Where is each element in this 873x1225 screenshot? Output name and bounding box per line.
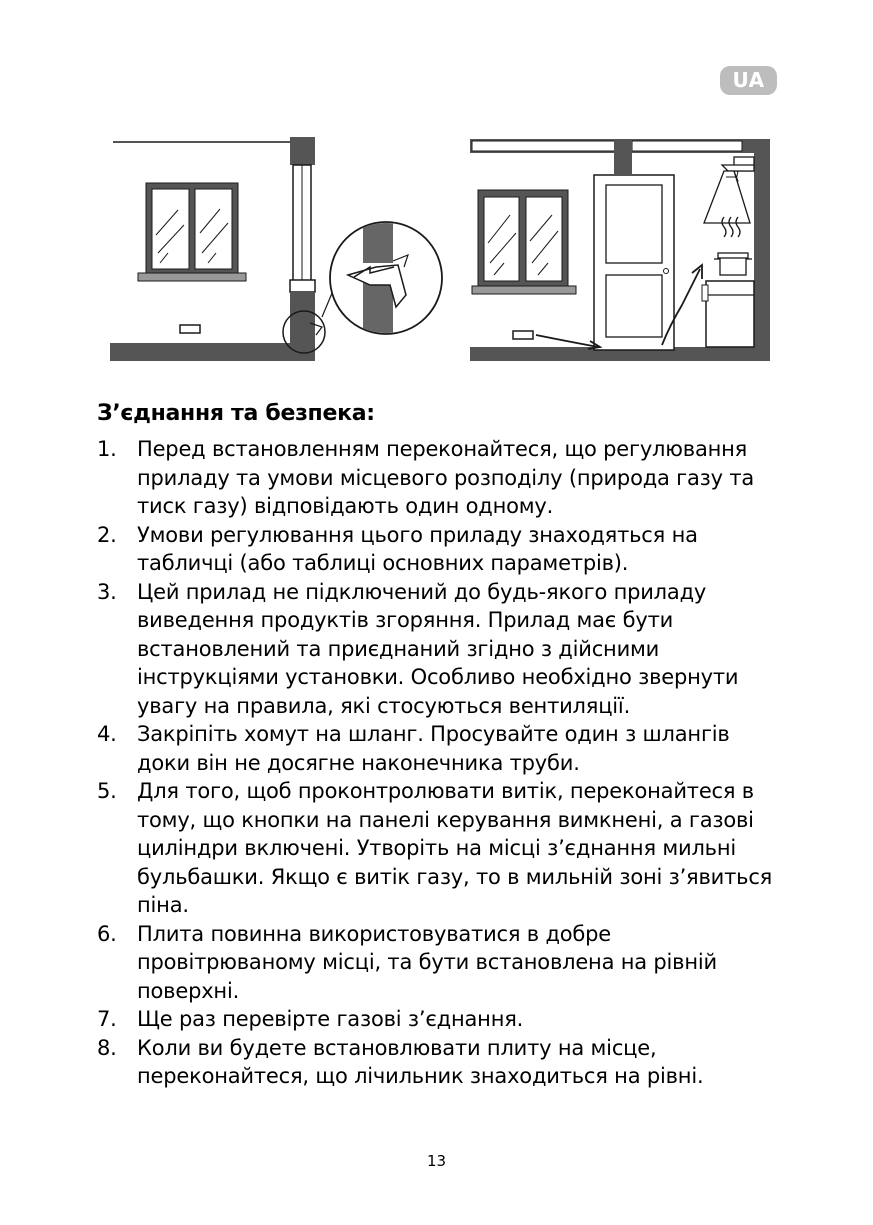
door-handle-icon <box>664 269 669 274</box>
door-panel-top <box>606 185 662 263</box>
item-text: Цей прилад не підключений до будь-якого приладу виведення продуктів згоряння. Прилад має бути встановлений та приєднаний згідно з дійсними інструкціями установки. Особливо необхідно звернути увагу на правила, які стосуються вентиляції. <box>137 579 739 718</box>
floor <box>110 343 315 361</box>
pot-icon <box>714 253 752 275</box>
pipe-cap <box>290 280 315 292</box>
item-text: Закріпіть хомут на шланг. Просувайте один з шлангів доки він не досягне наконечника труби. <box>137 722 730 775</box>
list-item <box>97 920 787 1006</box>
safety-steps-list <box>97 435 787 1091</box>
item-number: 4. <box>97 722 117 746</box>
kitchen-ventilation-diagram <box>466 135 773 370</box>
item-number: 8. <box>97 1035 117 1060</box>
item-text: Для того, щоб проконтролювати витік, переконайтеся в тому, що кнопки на панелі керування вимкнені, а газові циліндри включені. Утворіть на місці з’єднання мильні бульбашки. Якщо є витік газу, то в мильній зоні з’явиться піна. <box>137 779 773 917</box>
gas-hose-wall-diagram <box>108 135 448 370</box>
item-number: 1. <box>97 437 117 461</box>
door-panel-bottom <box>606 275 662 337</box>
item-text: Коли ви будете встановлювати плиту на місце, переконайтеся, що лічильник знаходиться на рівні. <box>137 1035 704 1088</box>
item-number: 7. <box>97 1007 117 1031</box>
list-item <box>97 777 787 920</box>
wall-top-block <box>290 137 315 165</box>
window-left <box>138 183 246 281</box>
list-item <box>97 435 787 521</box>
vent-outlet-icon <box>513 331 533 339</box>
item-text: Плита повинна використовуватися в добре провітрюваному місці, та бути встановлена на рівній поверхні. <box>137 921 717 1003</box>
item-text: Перед встановленням переконайтеся, що регулювання приладу та умови місцевого розподілу (природа газу та тиск газу) відповідають один одному. <box>137 437 755 518</box>
item-number: 3. <box>97 579 117 604</box>
list-item <box>97 1005 787 1034</box>
item-number: 5. <box>97 779 117 803</box>
language-badge: UA <box>720 66 777 95</box>
item-text: Умови регулювання цього приладу знаходяться на табличці (або таблиці основних параметрів). <box>137 522 698 575</box>
hose-detail-magnified <box>330 215 442 345</box>
item-number: 2. <box>97 522 117 547</box>
section-title: З’єднання та безпека: <box>97 401 375 426</box>
stove <box>706 281 754 347</box>
list-item <box>97 720 787 777</box>
range-hood-icon <box>704 157 754 223</box>
page-number: 13 <box>426 1152 447 1170</box>
list-item <box>97 1034 787 1091</box>
wall-outlet-icon <box>180 325 200 333</box>
list-item <box>97 521 787 578</box>
item-number: 6. <box>97 921 117 946</box>
item-text: Ще раз перевірте газові з’єднання. <box>137 1007 524 1031</box>
right-wall <box>754 139 770 361</box>
wall-lower-block <box>290 292 315 350</box>
list-item <box>97 578 787 721</box>
window-right <box>472 190 576 294</box>
